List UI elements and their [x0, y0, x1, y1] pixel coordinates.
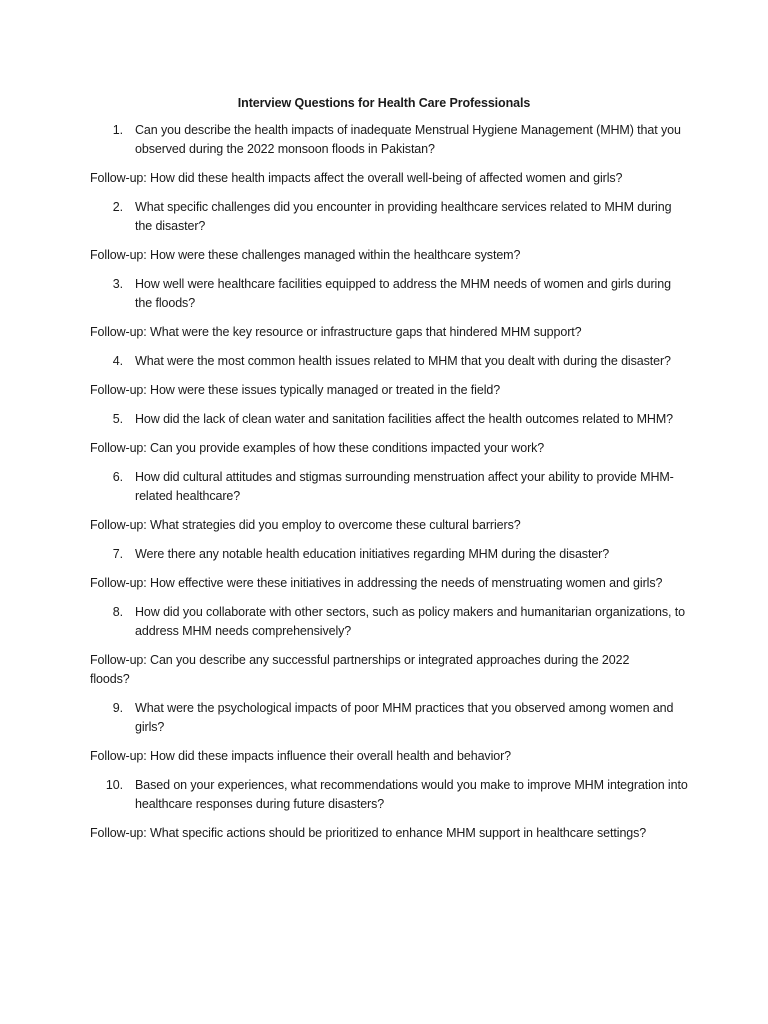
followup-2: Follow-up: How were these challenges managed within the healthcare system? [90, 248, 521, 262]
question-list [90, 121, 690, 853]
question-number: 8. [112, 605, 123, 619]
question-number: 1. [112, 123, 123, 137]
question-text: What were the most common health issues related to MHM that you dealt with during the disaster? [135, 354, 671, 368]
question-number: 6. [112, 470, 123, 484]
question-text: How did cultural attitudes and stigmas surrounding menstruation affect your ability to provide MHM-related healthcare? [135, 470, 674, 503]
followup-4: Follow-up: How were these issues typically managed or treated in the field? [90, 383, 501, 397]
document-title: Interview Questions for Health Care Professionals [237, 96, 531, 110]
question-number: 10. [105, 778, 123, 792]
question-number: 9. [112, 701, 123, 715]
question-number: 2. [112, 200, 123, 214]
followup-9: Follow-up: How did these impacts influence their overall health and behavior? [90, 749, 512, 763]
question-text: Were there any notable health education initiatives regarding MHM during the disaster? [135, 547, 610, 561]
followup-7: Follow-up: How effective were these initiatives in addressing the needs of menstruating women and girls? [90, 576, 663, 590]
question-item-7 [90, 545, 690, 564]
followup-10: Follow-up: What specific actions should be prioritized to enhance MHM support in healthcare settings? [90, 826, 647, 840]
question-item-10 [90, 776, 690, 814]
question-text: How did the lack of clean water and sanitation facilities affect the health outcomes related to MHM? [135, 412, 673, 426]
question-text: Based on your experiences, what recommendations would you make to improve MHM integration into healthcare responses during future disasters? [135, 778, 688, 811]
question-text: What were the psychological impacts of poor MHM practices that you observed among women and girls? [135, 701, 674, 734]
question-text: How did you collaborate with other sectors, such as policy makers and humanitarian organizations, to address MHM needs comprehensively? [135, 605, 686, 638]
question-item-2 [90, 198, 690, 236]
question-item-1 [90, 121, 690, 159]
question-item-8 [90, 603, 690, 641]
question-number: 5. [112, 412, 123, 426]
followup-6: Follow-up: What strategies did you employ to overcome these cultural barriers? [90, 518, 521, 532]
question-item-4 [90, 352, 690, 371]
question-text: What specific challenges did you encounter in providing healthcare services related to MHM during the disaster? [135, 200, 672, 233]
question-number: 4. [112, 354, 123, 368]
question-text: How well were healthcare facilities equipped to address the MHM needs of women and girls during the floods? [135, 277, 671, 310]
question-item-6 [90, 468, 690, 506]
question-text: Can you describe the health impacts of inadequate Menstrual Hygiene Management (MHM) that you observed during the 2022 monsoon floods in Pakistan? [135, 123, 681, 156]
question-number: 7. [112, 547, 123, 561]
followup-3: Follow-up: What were the key resource or infrastructure gaps that hindered MHM support? [90, 325, 582, 339]
question-item-3 [90, 275, 690, 313]
question-item-9 [90, 699, 690, 737]
question-number: 3. [112, 277, 123, 291]
question-item-5 [90, 410, 690, 429]
followup-5: Follow-up: Can you provide examples of how these conditions impacted your work? [90, 441, 545, 455]
followup-8: Follow-up: Can you describe any successful partnerships or integrated approaches during the 2022 floods? [90, 653, 630, 686]
followup-1: Follow-up: How did these health impacts affect the overall well-being of affected women and girls? [90, 171, 623, 185]
